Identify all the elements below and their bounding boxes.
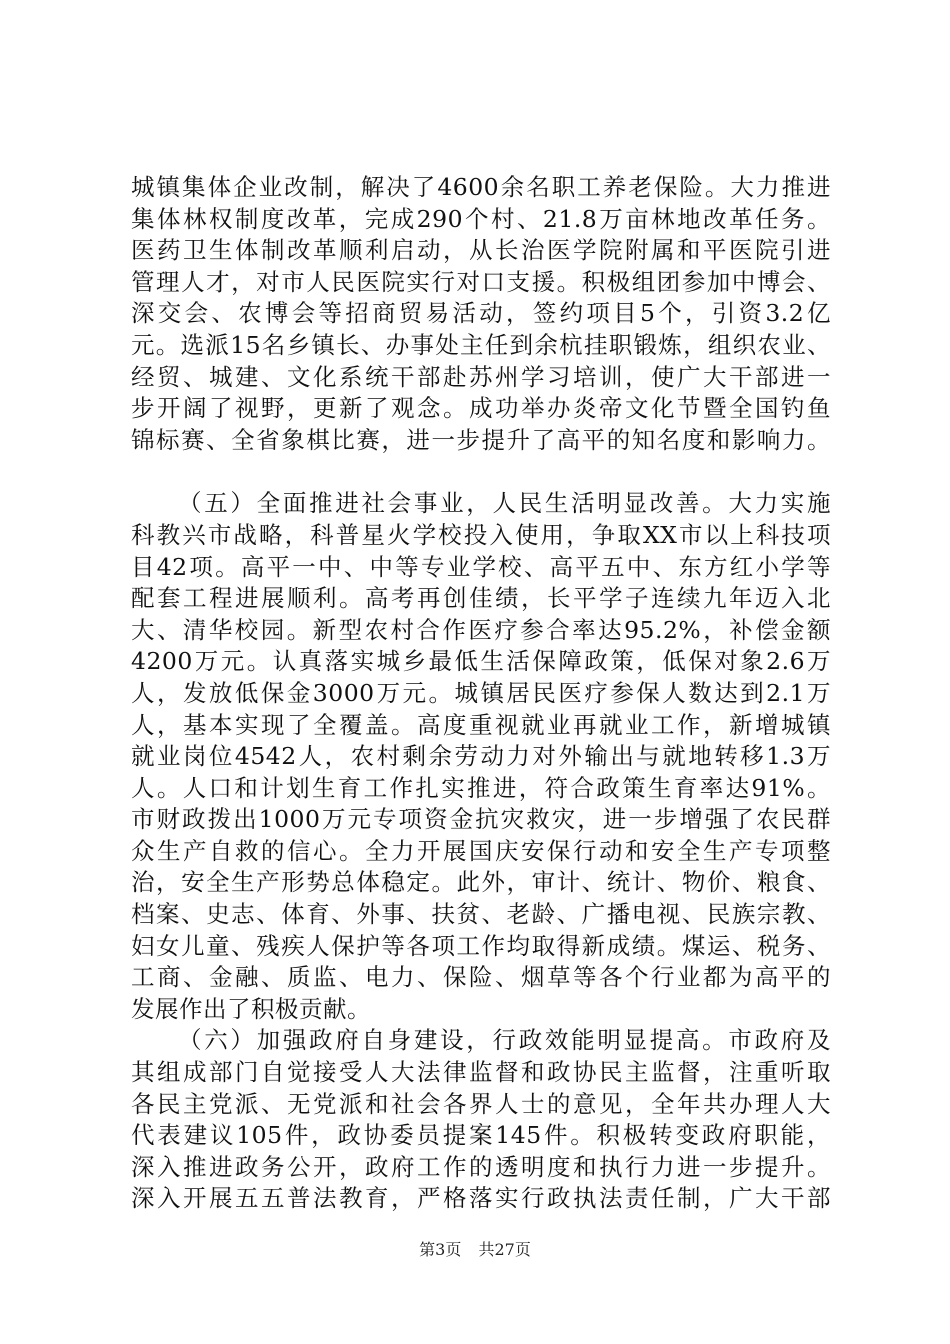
page-total: 共27页: [478, 1240, 531, 1259]
page-footer: [0, 1237, 950, 1260]
text-line: 档案、史志、体育、外事、扶贫、老龄、广播电视、民族宗教、: [131, 900, 831, 929]
text-line: 发展作出了积极贡献。: [131, 994, 371, 1023]
text-line: 众生产自救的信心。全力开展国庆安保行动和安全生产专项整: [131, 836, 831, 865]
text-line: 人，发放低保金3000万元。城镇居民医疗参保人数达到2.1万: [131, 678, 831, 707]
text-line: 其组成部门自觉接受人大法律监督和政协民主监督，注重听取: [131, 1058, 831, 1087]
text-line: 大、清华校园。新型农村合作医疗参合率达95.2%，补偿金额: [131, 615, 831, 644]
text-line: 深入开展五五普法教育，严格落实行政执法责任制，广大干部: [131, 1184, 831, 1213]
text-line: 科教兴市战略，科普星火学校投入使用，争取XX市以上科技项: [131, 520, 831, 549]
text-line: 市财政拨出1000万元专项资金抗灾救灾，进一步增强了农民群: [131, 805, 831, 834]
paragraph-1: [131, 172, 831, 456]
text-line: 深交会、农博会等招商贸易活动，签约项目5个，引资3.2亿: [131, 299, 831, 328]
text-line: 城镇集体企业改制，解决了4600余名职工养老保险。大力推进: [131, 173, 831, 201]
text-line: 就业岗位4542人，农村剩余劳动力对外输出与就地转移1.3万: [131, 742, 831, 771]
paragraph-3: [131, 1025, 831, 1215]
text-line: 集体林权制度改革，完成290个村、21.8万亩林地改革任务。: [131, 204, 831, 233]
text-line: 经贸、城建、文化系统干部赴苏州学习培训，使广大干部进一: [131, 362, 831, 391]
text-line: 工商、金融、质监、电力、保险、烟草等各个行业都为高平的: [131, 963, 831, 992]
text-line: 目42项。高平一中、中等专业学校、高平五中、东方红小学等: [131, 552, 831, 581]
text-line: 配套工程进展顺利。高考再创佳绩，长平学子连续九年迈入北: [131, 584, 831, 613]
text-line: 4200万元。认真落实城乡最低生活保障政策，低保对象2.6万: [131, 647, 831, 676]
text-line: 人，基本实现了全覆盖。高度重视就业再就业工作，新增城镇: [131, 710, 831, 739]
text-line: （五）全面推进社会事业，人民生活明显改善。大力实施: [178, 489, 831, 518]
text-line: 锦标赛、全省象棋比赛，进一步提升了高平的知名度和影响力。: [131, 425, 831, 454]
text-line: 妇女儿童、残疾人保护等各项工作均取得新成绩。煤运、税务、: [131, 931, 831, 960]
text-line: 管理人才，对市人民医院实行对口支援。积极组团参加中博会、: [131, 267, 831, 296]
paragraph-gap: [131, 456, 831, 488]
text-line: （六）加强政府自身建设，行政效能明显提高。市政府及: [178, 1026, 831, 1055]
text-line: 深入推进政务公开，政府工作的透明度和执行力进一步提升。: [131, 1152, 831, 1181]
document-body: [131, 172, 831, 1215]
text-line: 代表建议105件，政协委员提案145件。积极转变政府职能，: [131, 1121, 831, 1150]
text-line: 医药卫生体制改革顺利启动，从长治医学院附属和平医院引进: [131, 236, 831, 265]
text-line: 步开阔了视野，更新了观念。成功举办炎帝文化节暨全国钓鱼: [131, 394, 831, 423]
text-line: 元。选派15名乡镇长、办事处主任到余杭挂职锻炼，组织农业、: [131, 330, 831, 359]
text-line: 治，安全生产形势总体稳定。此外，审计、统计、物价、粮食、: [131, 868, 831, 897]
paragraph-2: [131, 488, 831, 1025]
text-line: 人。人口和计划生育工作扎实推进，符合政策生育率达91%。: [131, 773, 831, 802]
page-number: 第3页: [419, 1240, 462, 1259]
text-line: 各民主党派、无党派和社会各界人士的意见，全年共办理人大: [131, 1089, 831, 1118]
